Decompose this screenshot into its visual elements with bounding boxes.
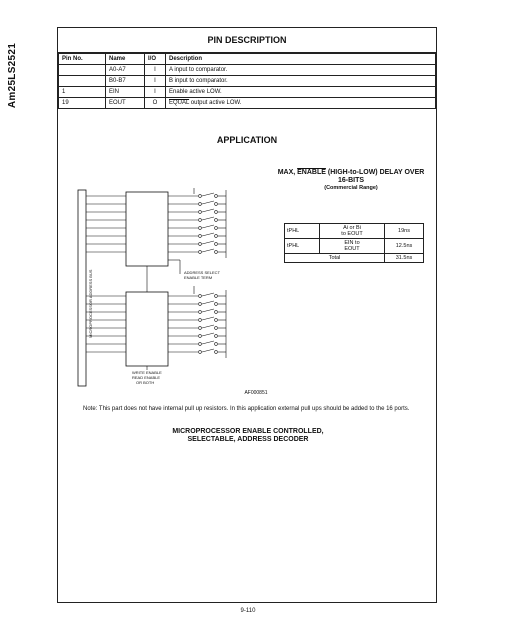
wire [202, 309, 214, 312]
table-row [285, 224, 424, 239]
cell-io: I [145, 76, 166, 87]
switch-contact [199, 295, 202, 298]
comparator-chip-2 [126, 292, 168, 366]
wire [202, 233, 214, 236]
switch-contact [199, 311, 202, 314]
delay-table-subtitle: (Commercial Range) [324, 185, 378, 191]
switch-contact [199, 227, 202, 230]
switch-contact [215, 311, 218, 314]
cell-pin: 1 [59, 87, 106, 98]
switch-contact [199, 219, 202, 222]
wire [202, 249, 214, 252]
switch-contact [215, 235, 218, 238]
wire [202, 293, 214, 296]
cell-description: B input to comparator. [166, 76, 436, 87]
switch-contact [215, 335, 218, 338]
table-row [59, 76, 436, 87]
cell-name: EIN [106, 87, 145, 98]
switch-contact [215, 195, 218, 198]
switch-contact [199, 343, 202, 346]
switch-contact [199, 303, 202, 306]
wire [202, 333, 214, 336]
delay-table-title: MAX, ENABLE (HIGH-to-LOW) DELAY OVER 16-BITS [277, 169, 425, 184]
switch-contact [215, 319, 218, 322]
wire [202, 349, 214, 352]
cell-description [166, 98, 436, 109]
cell-value: 19ns [385, 224, 424, 239]
cell-pin: 19 [59, 98, 106, 109]
pin-description-table [58, 53, 436, 109]
switch-contact [215, 351, 218, 354]
cell-io: O [145, 98, 166, 109]
table-row [285, 254, 424, 263]
delay-table [284, 223, 424, 263]
switch-contact [215, 303, 218, 306]
table-row [59, 65, 436, 76]
wire [202, 301, 214, 304]
switch-contact [199, 235, 202, 238]
pin-description-title: PIN DESCRIPTION [58, 28, 436, 53]
wire [202, 225, 214, 228]
switch-contact [215, 227, 218, 230]
decoder-schematic [76, 188, 266, 390]
switch-contact [199, 203, 202, 206]
application-title: APPLICATION [216, 135, 278, 145]
cell-condition: EIN to EOUT [320, 239, 385, 254]
write-enable-label: WRITE ENABLE [132, 370, 162, 375]
table-row [59, 87, 436, 98]
figure-code: AF000851 [244, 390, 268, 396]
wire [202, 193, 214, 196]
cell-description: Enable active LOW. [166, 87, 436, 98]
table-header-row [59, 54, 436, 65]
cell-condition: Ai or Bi to EOUT [320, 224, 385, 239]
cell-pin [59, 76, 106, 87]
cell-param: tPHL [285, 239, 320, 254]
page-number: 9-110 [240, 608, 256, 614]
cell-total-label: Total [285, 254, 385, 263]
description-text: output active LOW. [189, 100, 242, 106]
switch-contact [199, 335, 202, 338]
cell-name: EOUT [106, 98, 145, 109]
cell-name: B0-B7 [106, 76, 145, 87]
read-enable-label: READ ENABLE [132, 375, 161, 380]
address-select-label: ADDRESS SELECT [184, 270, 221, 275]
wire [202, 317, 214, 320]
cell-value: 12.5ns [385, 239, 424, 254]
header-name: Name [106, 54, 145, 65]
header-io: I/O [145, 54, 166, 65]
or-both-label: OR BOTH [136, 380, 155, 385]
header-pin-no: Pin No. [59, 54, 106, 65]
wire [202, 241, 214, 244]
switch-contact [215, 343, 218, 346]
cell-pin [59, 65, 106, 76]
figure-caption: MICROPROCESSOR ENABLE CONTROLLED, SELECTABLE, ADDRESS DECODER [172, 428, 324, 443]
address-bus-line [78, 190, 86, 386]
switch-contact [199, 243, 202, 246]
switch-contact [215, 211, 218, 214]
switch-contact [215, 203, 218, 206]
cell-io: I [145, 65, 166, 76]
enable-term-label: ENABLE TERM [184, 275, 213, 280]
switch-contact [215, 295, 218, 298]
switch-contact [199, 211, 202, 214]
cell-total-value: 31.5ns [385, 254, 424, 263]
switch-contact [215, 327, 218, 330]
table-row [59, 98, 436, 109]
application-note: Note: This part does not have internal pull up resistors. In this application external pull ups should be added to the 16 ports. [83, 406, 410, 412]
address-bus-label: MICROPROCESSOR ADDRESS BUS [88, 269, 93, 338]
datasheet-frame [57, 27, 437, 603]
switch-contact [199, 327, 202, 330]
part-number-side-label: Am25LS2521 [7, 42, 19, 108]
switch-contact [215, 251, 218, 254]
wire [202, 209, 214, 212]
switch-contact [199, 195, 202, 198]
equal-overline-text: EQUAL [169, 100, 190, 106]
cell-name: A0-A7 [106, 65, 145, 76]
wire [202, 325, 214, 328]
switch-contact [199, 251, 202, 254]
comparator-chip-1 [126, 192, 168, 266]
cell-io: I [145, 87, 166, 98]
cell-description: A input to comparator. [166, 65, 436, 76]
wire [202, 217, 214, 220]
switch-contact [199, 351, 202, 354]
cell-param: tPHL [285, 224, 320, 239]
table-row [285, 239, 424, 254]
switch-contact [215, 219, 218, 222]
wire [202, 201, 214, 204]
switch-contact [215, 243, 218, 246]
header-description: Description [166, 54, 436, 65]
switch-contact [199, 319, 202, 322]
wire [202, 341, 214, 344]
